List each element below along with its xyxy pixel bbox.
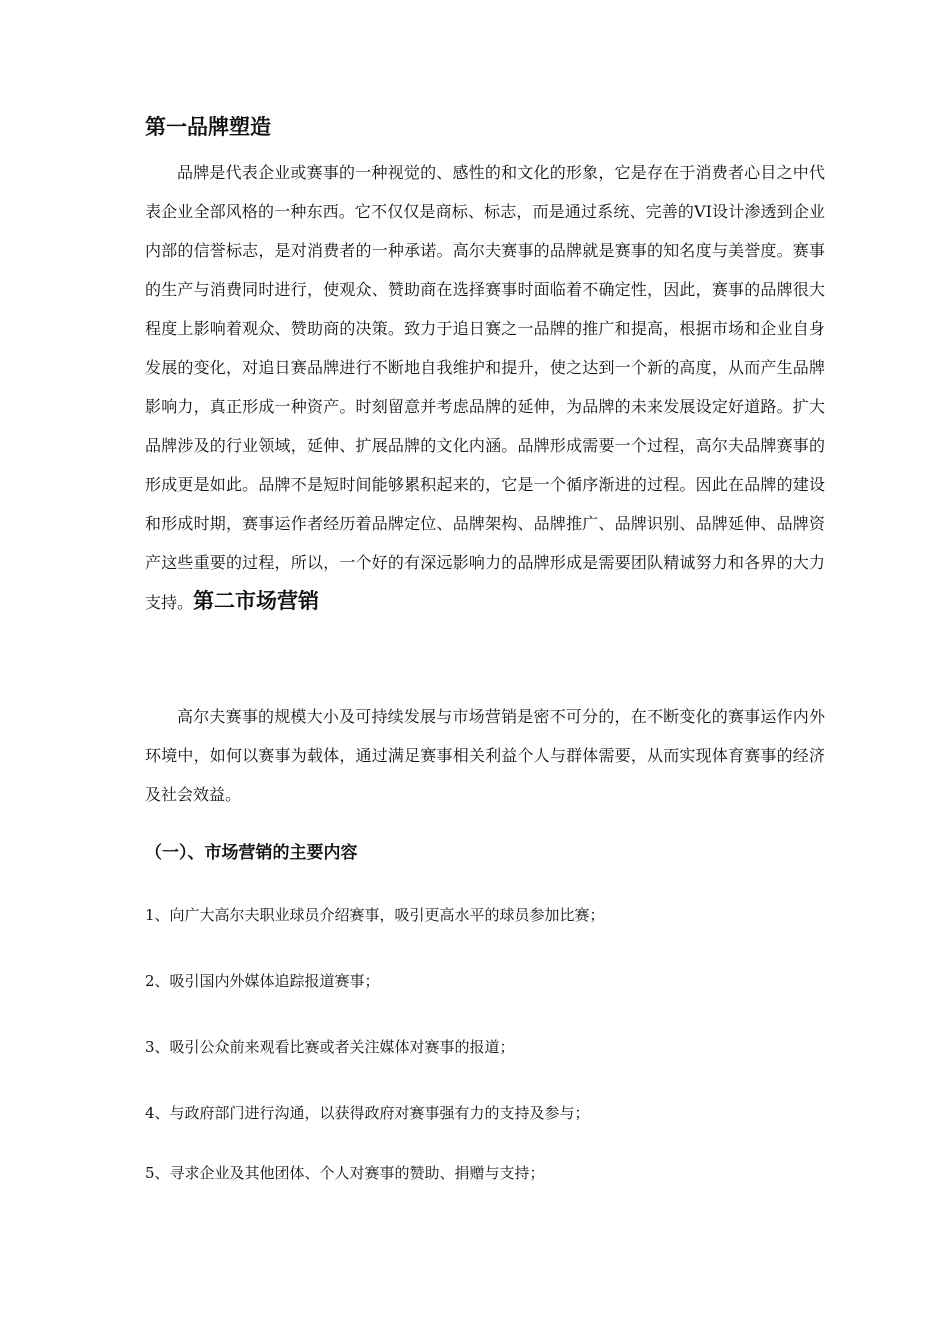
subheading-marketing-content: （一）、市场营销的主要内容 [145,843,358,863]
list-item: 4、与政府部门进行沟通，以获得政府对赛事强有力的支持及参与； [145,1104,590,1122]
paragraph-brand [145,153,825,622]
list-item: 5、寻求企业及其他团体、个人对赛事的赞助、捐赠与支持； [145,1164,545,1182]
list-item: 1、向广大高尔夫职业球员介绍赛事，吸引更高水平的球员参加比赛； [145,906,605,924]
section-heading-brand: 第一品牌塑造 [145,115,271,139]
section-heading-marketing: 第二市场营销 [193,589,320,613]
list-item: 3、吸引公众前来观看比赛或者关注媒体对赛事的报道； [145,1038,515,1056]
marketing-content-list [145,898,825,1222]
paragraph-marketing: 高尔夫赛事的规模大小及可持续发展与市场营销是密不可分的，在不断变化的赛事运作内外环境中，如何以赛事为载体，通过满足赛事相关利益个人与群体需要，从而实现体育赛事的经济及社会效益。 [145,707,825,804]
paragraph-brand-text: 品牌是代表企业或赛事的一种视觉的、感性的和文化的形象，它是存在于消费者心目之中代表企业全部风格的一种东西。它不仅仅是商标、标志，而是通过系统、完善的VI设计渗透到企业内部的信誉标志，是对消费者的一种承诺。高尔夫赛事的品牌就是赛事的知名度与美誉度。赛事的生产与消费同时进行，使观众、赞助商在选择赛事时面临着不确定性，因此，赛事的品牌很大程度上影响着观众、赞助商的决策。致力于追日赛之一品牌的推广和提高，根据市场和企业自身发展的变化，对追日赛品牌进行不断地自我维护和提升，使之达到一个新的高度，从而产生品牌影响力，真正形成一种资产。时刻留意并考虑品牌的延伸，为品牌的未来发展设定好道路。扩大品牌涉及的行业领域，延伸、扩展品牌的文化内涵。品牌形成需要一个过程，高尔夫品牌赛事的形成更是如此。品牌不是短时间能够累积起来的，它是一个循序渐进的过程。因此在品牌的建设和形成时期，赛事运作者经历着品牌定位、品牌架构、品牌推广、品牌识别、品牌延伸、品牌资产这些重要的过程，所以，一个好的有深远影响力的品牌形成是需要团队精诚努力和各界的大力支持。 [145,163,825,612]
list-item: 2、吸引国内外媒体追踪报道赛事； [145,972,380,990]
